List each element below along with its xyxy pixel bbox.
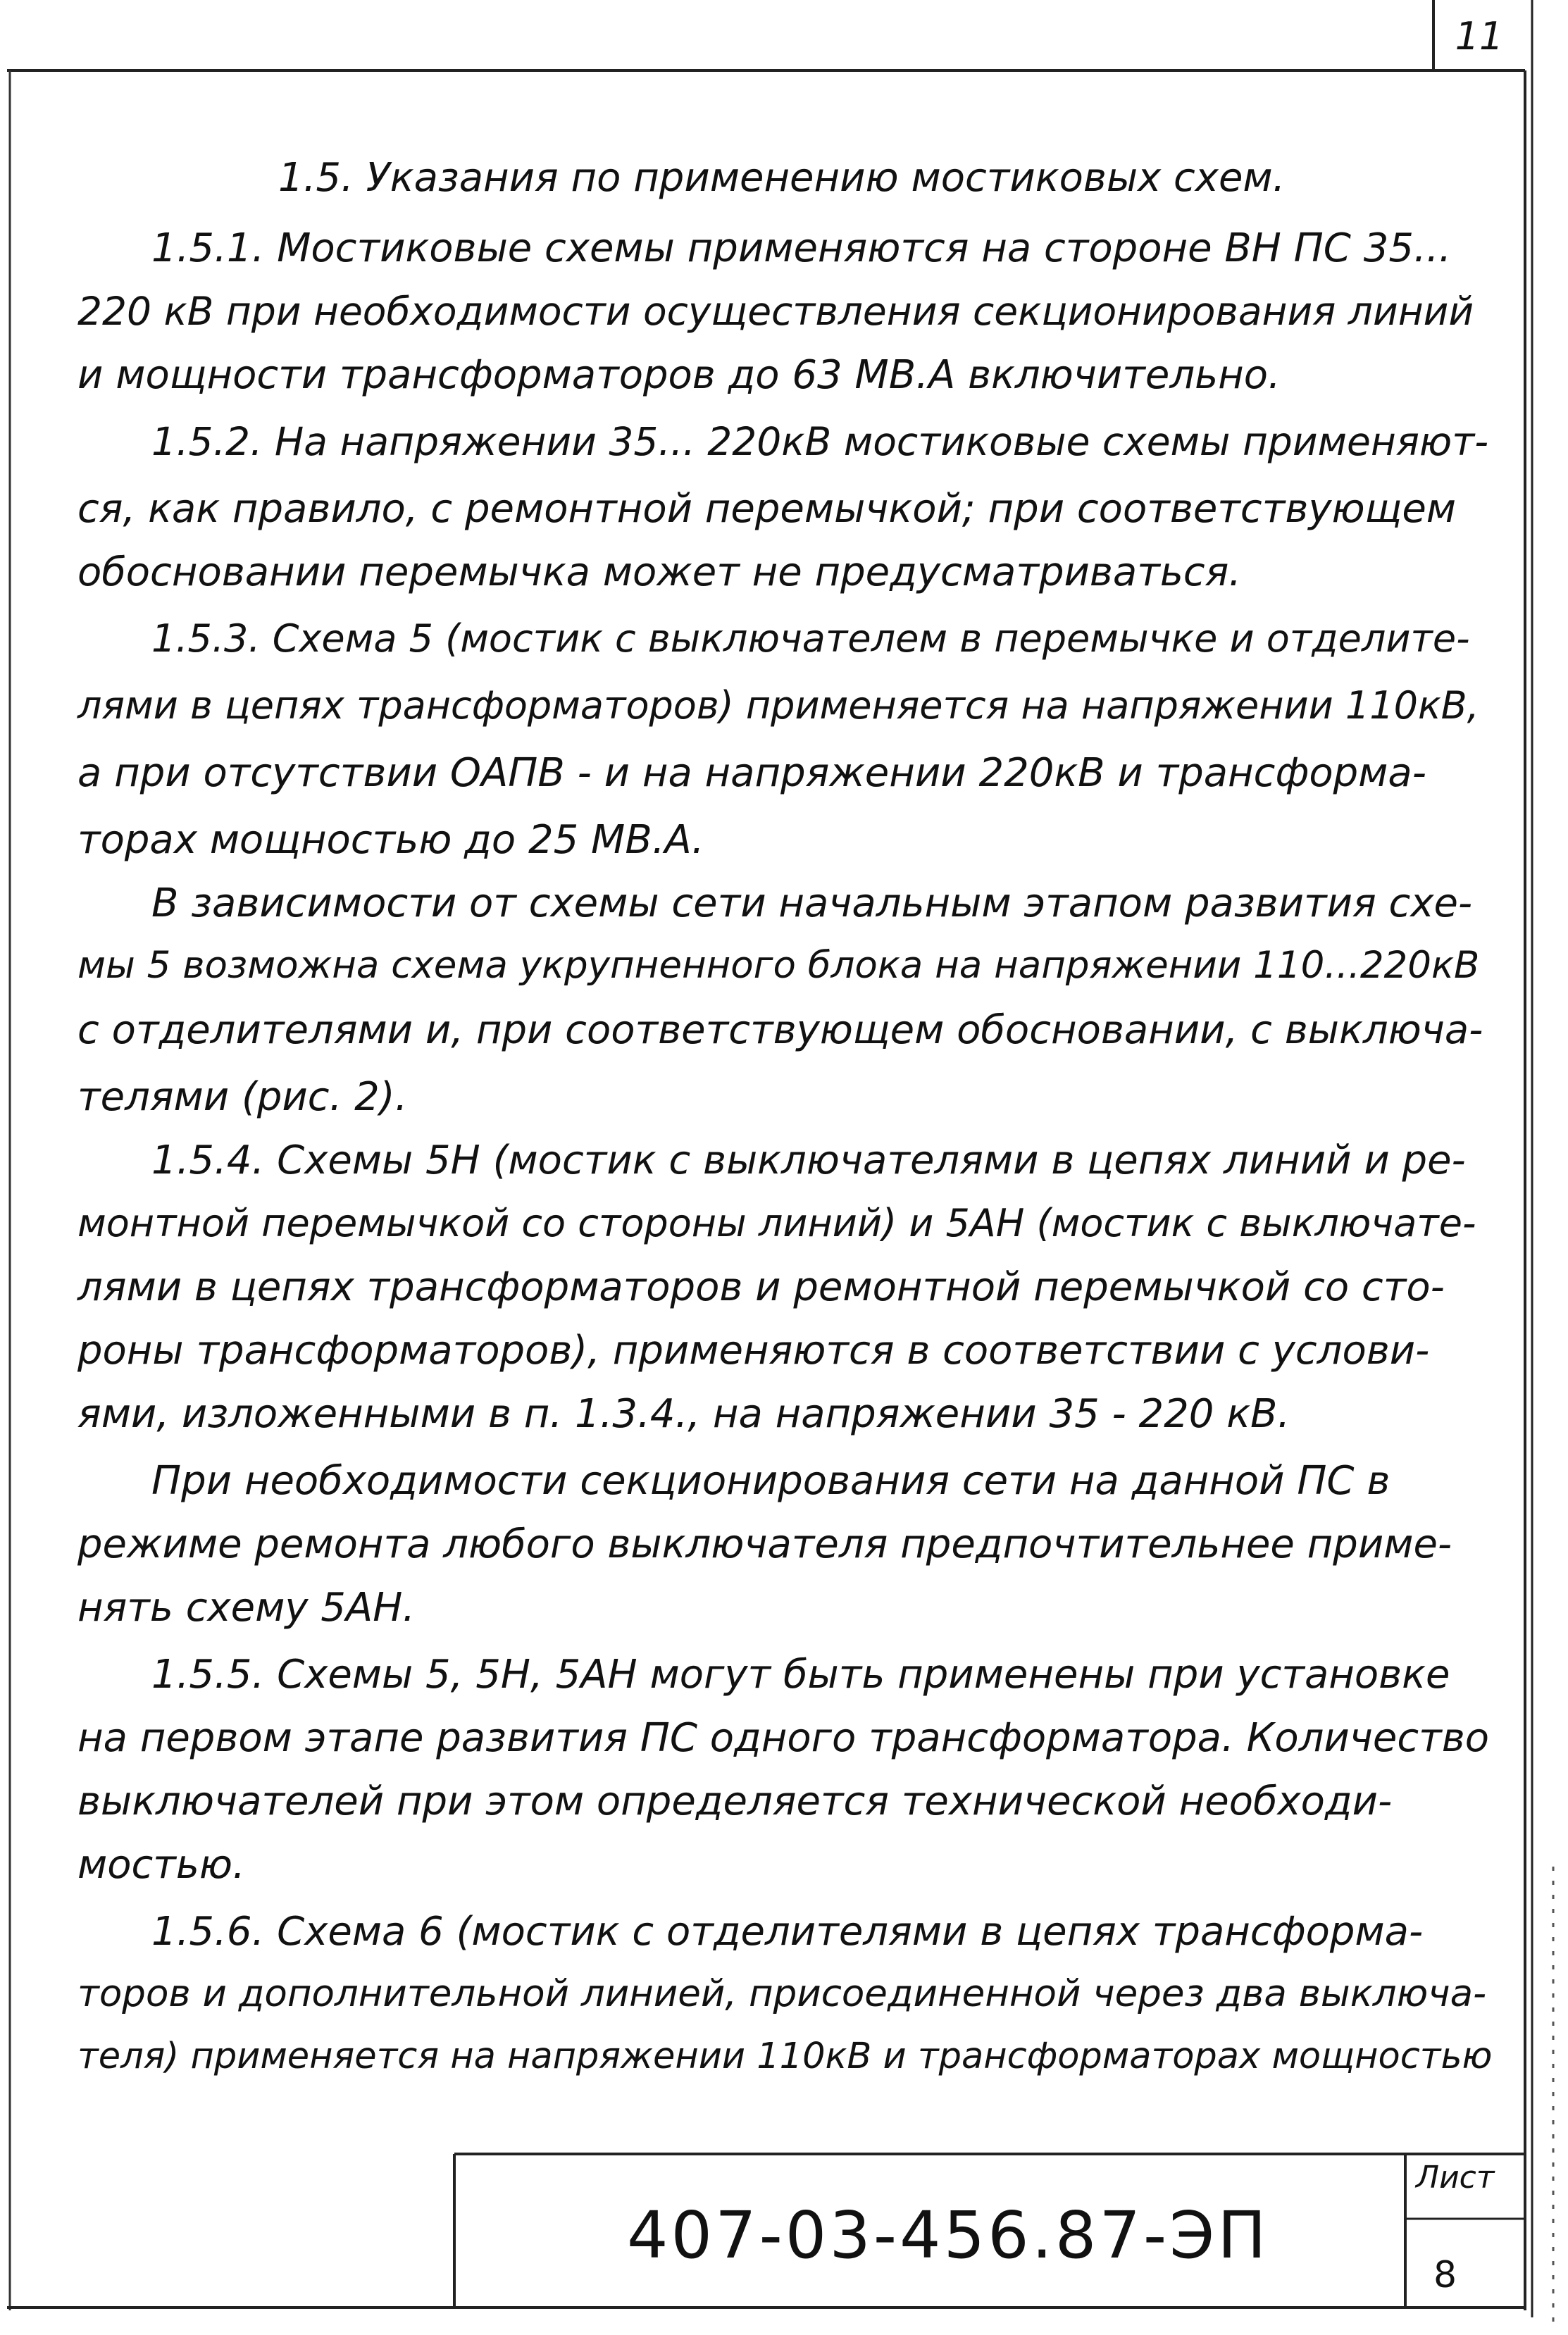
text-line: на первом этапе развития ПС одного трансформатора. Количество: [77, 1715, 1489, 1761]
text-line: телями (рис. 2).: [77, 1074, 408, 1120]
text-line: режиме ремонта любого выключателя предпочтительнее приме-: [77, 1521, 1452, 1567]
text-line: лями в цепях трансформаторов и ремонтной перемычкой со сто-: [77, 1264, 1445, 1310]
text-line: 1.5.3. Схема 5 (мостик с выключателем в перемычке и отделите-: [151, 616, 1470, 661]
text-line: 1.5.4. Схемы 5Н (мостик с выключателями в цепях линий и ре-: [151, 1138, 1466, 1183]
text-line: роны трансформаторов), применяются в соответствии с услови-: [77, 1328, 1430, 1374]
text-line: торов и дополнительной линией, присоединенной через два выключа-: [77, 1972, 1487, 2015]
text-line: 1.5.6. Схема 6 (мостик с отделителями в цепях трансформа-: [151, 1909, 1424, 1955]
text-line: мостью.: [77, 1842, 245, 1888]
text-line: ями, изложенными в п. 1.3.4., на напряжении 35 - 220 кВ.: [77, 1391, 1290, 1437]
text-line: ся, как правило, с ремонтной перемычкой; при соответствующем: [77, 486, 1457, 532]
text-line: 1.5.2. На напряжении 35... 220кВ мостиковые схемы применяют-: [151, 419, 1489, 464]
text-line: выключателей при этом определяется технической необходи-: [77, 1779, 1393, 1824]
text-line: с отделителями и, при соответствующем обосновании, с выключа-: [77, 1007, 1483, 1053]
text-line: В зависимости от схемы сети начальным этапом развития схе-: [151, 880, 1473, 926]
text-line: 1.5.1. Мостиковые схемы применяются на стороне ВН ПС 35...: [151, 225, 1452, 271]
text-line: 220 кВ при необходимости осуществления секционирования линий: [77, 289, 1474, 334]
page-number-top: 11: [1455, 14, 1504, 58]
text-line: теля) применяется на напряжении 110кВ и трансформаторах мощностью: [77, 2036, 1493, 2077]
document-code: 407-03-456.87-ЭП: [627, 2198, 1269, 2273]
text-line: торах мощностью до 25 МВ.А.: [77, 817, 704, 863]
section-heading: 1.5. Указания по применению мостиковых схем.: [278, 155, 1286, 201]
text-line: а при отсутствии ОАПВ - и на напряжении 220кВ и трансформа-: [77, 750, 1426, 796]
sheet-number: 8: [1433, 2254, 1457, 2296]
text-line: 1.5.5. Схемы 5, 5Н, 5АН могут быть применены при установке: [151, 1652, 1450, 1698]
text-line: При необходимости секционирования сети на данной ПС в: [151, 1458, 1390, 1504]
text-line: мы 5 возможна схема укрупненного блока на напряжении 110...220кВ: [77, 944, 1480, 987]
text-line: обосновании перемычка может не предусматриваться.: [77, 549, 1242, 595]
sheet-label: Лист: [1416, 2160, 1495, 2196]
text-line: и мощности трансформаторов до 63 МВ.А включительно.: [77, 352, 1281, 398]
text-line: лями в цепях трансформаторов) применяется на напряжении 110кВ,: [77, 683, 1479, 728]
text-line: монтной перемычкой со стороны линий) и 5АН (мостик с выключате-: [77, 1201, 1476, 1245]
text-line: нять схему 5АН.: [77, 1585, 416, 1631]
